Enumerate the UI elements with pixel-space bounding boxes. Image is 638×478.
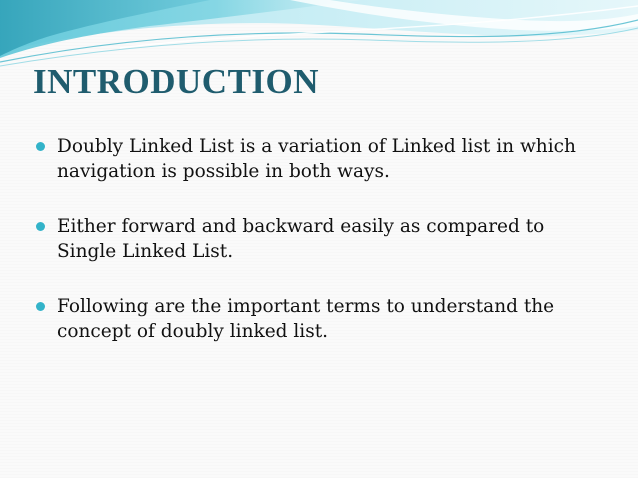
bullet-item [36, 214, 606, 264]
bullet-item [36, 134, 606, 184]
circle-bullet-icon [36, 142, 45, 151]
bullet-text: Either forward and backward easily as compared to Single Linked List. [57, 216, 545, 262]
bullet-list [36, 134, 606, 374]
bullet-text: Doubly Linked List is a variation of Linked list in which navigation is possible in both ways. [57, 136, 576, 182]
bullet-item [36, 294, 606, 344]
circle-bullet-icon [36, 222, 45, 231]
slide-title: INTRODUCTION [33, 62, 320, 101]
bullet-text: Following are the important terms to understand the concept of doubly linked list. [57, 296, 555, 342]
circle-bullet-icon [36, 302, 45, 311]
